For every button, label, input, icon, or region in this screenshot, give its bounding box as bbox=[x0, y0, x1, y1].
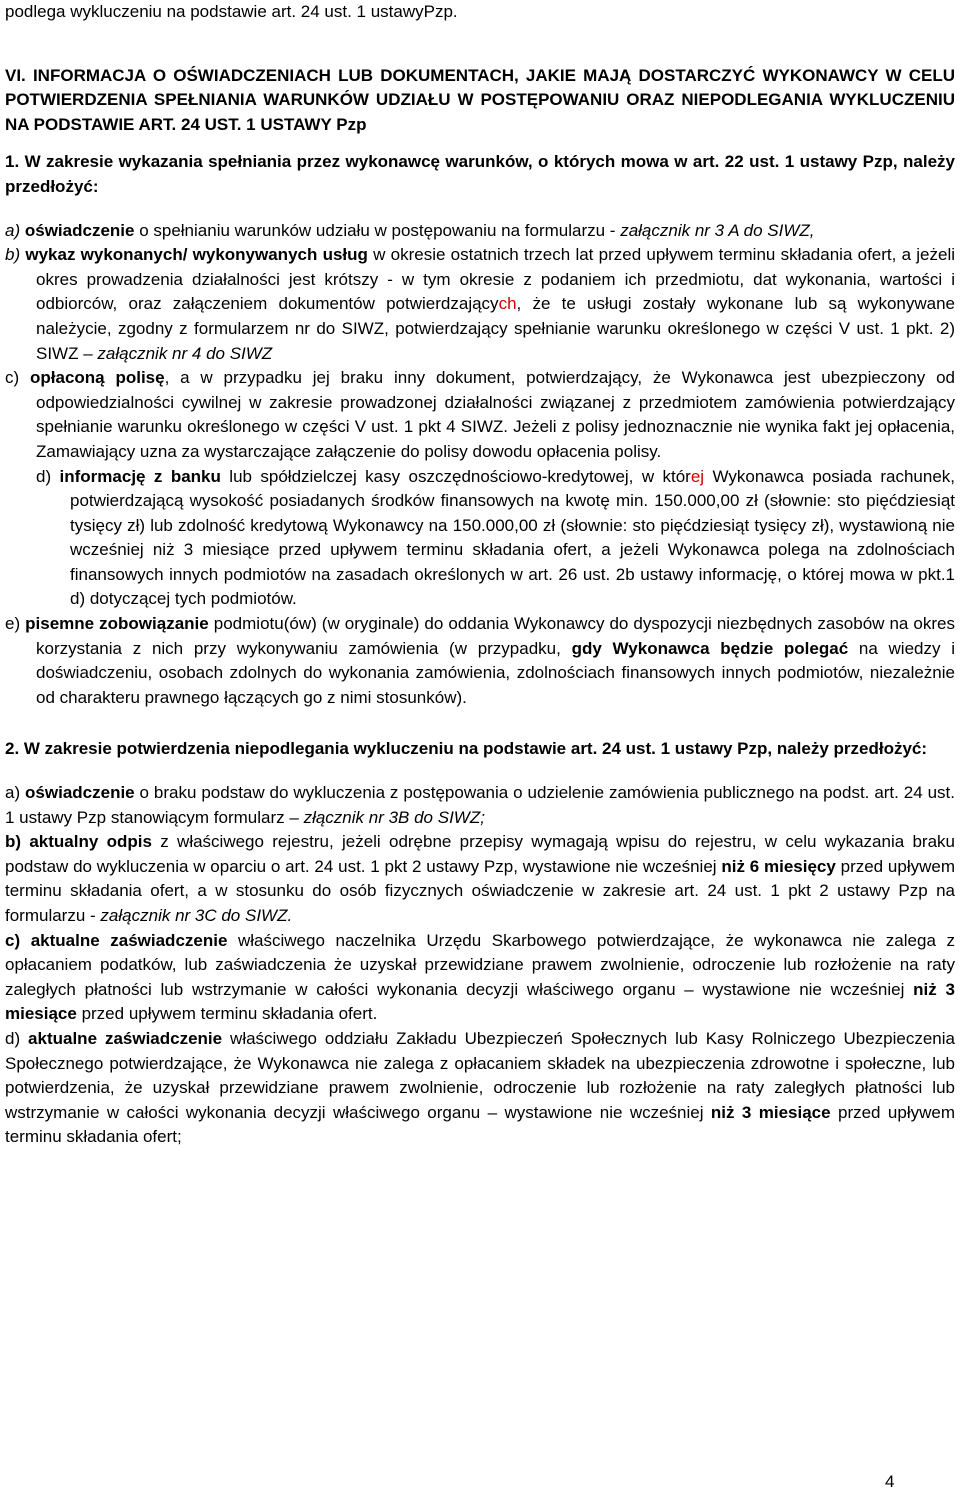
item-bold: niż 3 miesiące bbox=[5, 979, 955, 1024]
top-line: podlega wykluczeniu na podstawie art. 24 ust. 1 ustawyPzp. bbox=[5, 2, 458, 21]
section2-item-c bbox=[5, 929, 955, 1027]
document-page bbox=[5, 0, 955, 1150]
item-text: przed upływem terminu składania ofert, a w stosunku do osób fizycznych oświadczenie w zakresie art. 24 ust. 1 pkt 2 ustawy Pzp na formularzu - bbox=[5, 856, 956, 925]
item-label: a) bbox=[5, 783, 26, 803]
section1-item-a bbox=[5, 219, 955, 244]
item-text: o spełnianiu warunków udziału w postępowaniu na formularzu - bbox=[134, 220, 621, 240]
item-attachment: załącznik nr 4 do SIWZ bbox=[97, 343, 273, 363]
section1-item-c bbox=[5, 366, 955, 464]
item-label: d) bbox=[36, 466, 52, 486]
item-attachment: załącznik nr 3 A do SIWZ, bbox=[620, 220, 815, 240]
item-attachment: złącznik nr 3B do SIWZ; bbox=[303, 807, 485, 827]
item-red-text: ch bbox=[498, 294, 517, 314]
item-text: w okresie ostatnich trzech lat przed upływem terminu składania ofert, a jeżeli okres prowadzenia działalności jest krótszy - w tym okresie z podaniem ich przedmiotu, dat wykonania, wartości i odbiorców, oraz załączeniem dokumentów potwierdzający bbox=[36, 245, 955, 314]
section1-item-e bbox=[5, 612, 955, 710]
section1-title: 1. W zakresie wykazania spełniania przez wykonawcę warunków, o których mowa w art. 22 ust. 1 ustawy Pzp, należy przedłożyć: bbox=[5, 152, 955, 196]
item-bold: informację z banku bbox=[59, 466, 221, 486]
item-text: , że te usługi zostały wykonane lub są wykonywane należycie, zgodny z formularzem nr do SIWZ, potwierdzający spełnianie warunku określonego w części V ust. 1 pkt. 2) SIWZ – bbox=[36, 294, 956, 363]
item-bold: aktualne zaświadczenie bbox=[28, 1028, 223, 1048]
item-text: Wykonawca posiada rachunek, potwierdzającą wysokość posiadanych środków finansowych na kwotę min. 150.000,00 zł (słownie: sto pięćdziesiąt tysięcy zł) lub zdolność kredytową Wykonawcy na 150.000,00 zł (słownie: sto pięćdziesiąt tysięcy zł), wystawioną nie wcześniej niż 3 miesiące przed upływem terminu składania ofert, a jeżeli Wykonawca polega na zdolnościach finansowych innych podmiotów na zasadach określonych w art. 26 ust. 2b ustawy informację, o której mowa w pkt.1 d) dotyczącej tych podmiotów. bbox=[70, 466, 955, 609]
item-text: , a w przypadku jej braku inny dokument, potwierdzający, że Wykonawca jest ubezpieczony od odpowiedzialności cywilnej w zakresie prowadzonej działalności związanej z przedmiotem zamówienia potwierdzający spełnianie warunku określonego w części V ust. 1 pkt 4 SIWZ. Jeżeli z polisy jednoznacznie nie wynika fakt jej opłacenia, Zamawiający uzna za wystarczające załączenie do polisy dowodu opłacenia polisy. bbox=[36, 368, 955, 461]
item-text: lub spółdzielczej kasy oszczędnościowo-kredytowej, w któr bbox=[220, 466, 691, 486]
item-bold: niż 3 miesiące bbox=[710, 1102, 831, 1122]
item-bold: aktualny odpis bbox=[29, 832, 152, 852]
section2-title: 2. W zakresie potwierdzenia niepodlegania wykluczeniu na podstawie art. 24 ust. 1 ustawy Pzp, należy przedłożyć: bbox=[5, 739, 928, 759]
page-number: 4 bbox=[885, 1472, 895, 1491]
section2-item-d bbox=[5, 1027, 955, 1150]
section-heading: VI. INFORMACJA O OŚWIADCZENIACH LUB DOKUMENTACH, JAKIE MAJĄ DOSTARCZYĆ WYKONAWCY W CELU POTWIERDZENIA SPEŁNIANIA WARUNKÓW UDZIAŁU W POSTĘPOWANIU ORAZ NIEPODLEGANIA WYKLUCZENIU NA PODSTAWIE ART. 24 UST. 1 USTAWY Pzp bbox=[5, 65, 955, 134]
item-label: c) bbox=[5, 368, 20, 388]
item-text: przed upływem terminu składania ofert. bbox=[76, 1004, 378, 1024]
item-red-text: ej bbox=[690, 466, 705, 486]
item-bold: gdy Wykonawca będzie polegać bbox=[571, 638, 849, 658]
item-text: właściwego naczelnika Urzędu Skarbowego potwierdzające, że wykonawca nie zalega z opłacaniem podatków, lub zaświadczenia że uzyskał przewidziane prawem zwolnienie, odroczenie lub rozłożenie na raty zaległych płatności lub wstrzymanie w całości wykonania decyzji właściwego organu – wystawione nie wcześniej bbox=[5, 930, 955, 999]
item-text: o braku podstaw do wykluczenia z postępowania o udzielenie zamówienia publicznego na podst. art. 24 ust. 1 ustawy Pzp stanowiącym formularz – bbox=[5, 783, 955, 827]
item-label: b) bbox=[5, 245, 21, 265]
item-label: e) bbox=[5, 614, 21, 634]
item-label: d) bbox=[5, 1028, 29, 1048]
item-bold: oświadczenie bbox=[25, 783, 135, 803]
item-text: z właściwego rejestru, jeżeli odrębne przepisy wymagają wpisu do rejestru, w celu wykazania braku podstaw do wykluczenia w oparciu o art. 24 ust. 1 pkt 2 ustawy Pzp, wystawione nie wcześniej bbox=[5, 832, 955, 876]
item-bold: oświadczenie bbox=[24, 220, 135, 240]
section1-item-d bbox=[5, 465, 955, 613]
item-label: b) bbox=[5, 832, 30, 852]
section2-item-b bbox=[5, 830, 955, 928]
item-text: podmiotu(ów) (w oryginale) do oddania Wykonawcy do dyspozycji niezbędnych zasobów na okres korzystania z nich przy wykonywaniu zamówienia (w przypadku, bbox=[36, 614, 955, 658]
item-label: c) bbox=[5, 930, 31, 950]
item-attachment: załącznik nr 3C do SIWZ. bbox=[100, 906, 293, 925]
item-bold: aktualne zaświadczenie bbox=[30, 930, 228, 950]
item-text: przed upływem terminu składania ofert; bbox=[5, 1102, 955, 1147]
item-bold: pisemne zobowiązanie bbox=[25, 614, 209, 634]
item-text: na wiedzy i doświadczeniu, osobach zdolnych do wykonania zamówienia, zdolnościach finansowych innych podmiotów, niezależnie od charakteru prawnego łączących go z nimi stosunków). bbox=[36, 638, 955, 707]
section2-item-a bbox=[5, 781, 955, 830]
item-bold: opłaconą polisę bbox=[30, 368, 165, 388]
section1-item-b bbox=[5, 243, 955, 366]
item-label: a) bbox=[5, 220, 21, 240]
item-text: właściwego oddziału Zakładu Ubezpieczeń Społecznych lub Kasy Rolniczego Ubezpieczenia Społecznego potwierdzające, że Wykonawca nie zalega z opłacaniem składek na ubezpieczenia zdrowotne i społeczne, lub potwierdzenia, że uzyskał przewidziane prawem zwolnienie, odroczenie lub rozłożenie na raty zaległych płatności lub wstrzymanie w całości wykonania decyzji właściwego organu – wystawione nie wcześniej bbox=[5, 1028, 955, 1122]
item-bold: niż 6 miesięcy bbox=[721, 856, 836, 876]
item-bold: wykaz wykonanych/ wykonywanych usług bbox=[25, 245, 368, 265]
